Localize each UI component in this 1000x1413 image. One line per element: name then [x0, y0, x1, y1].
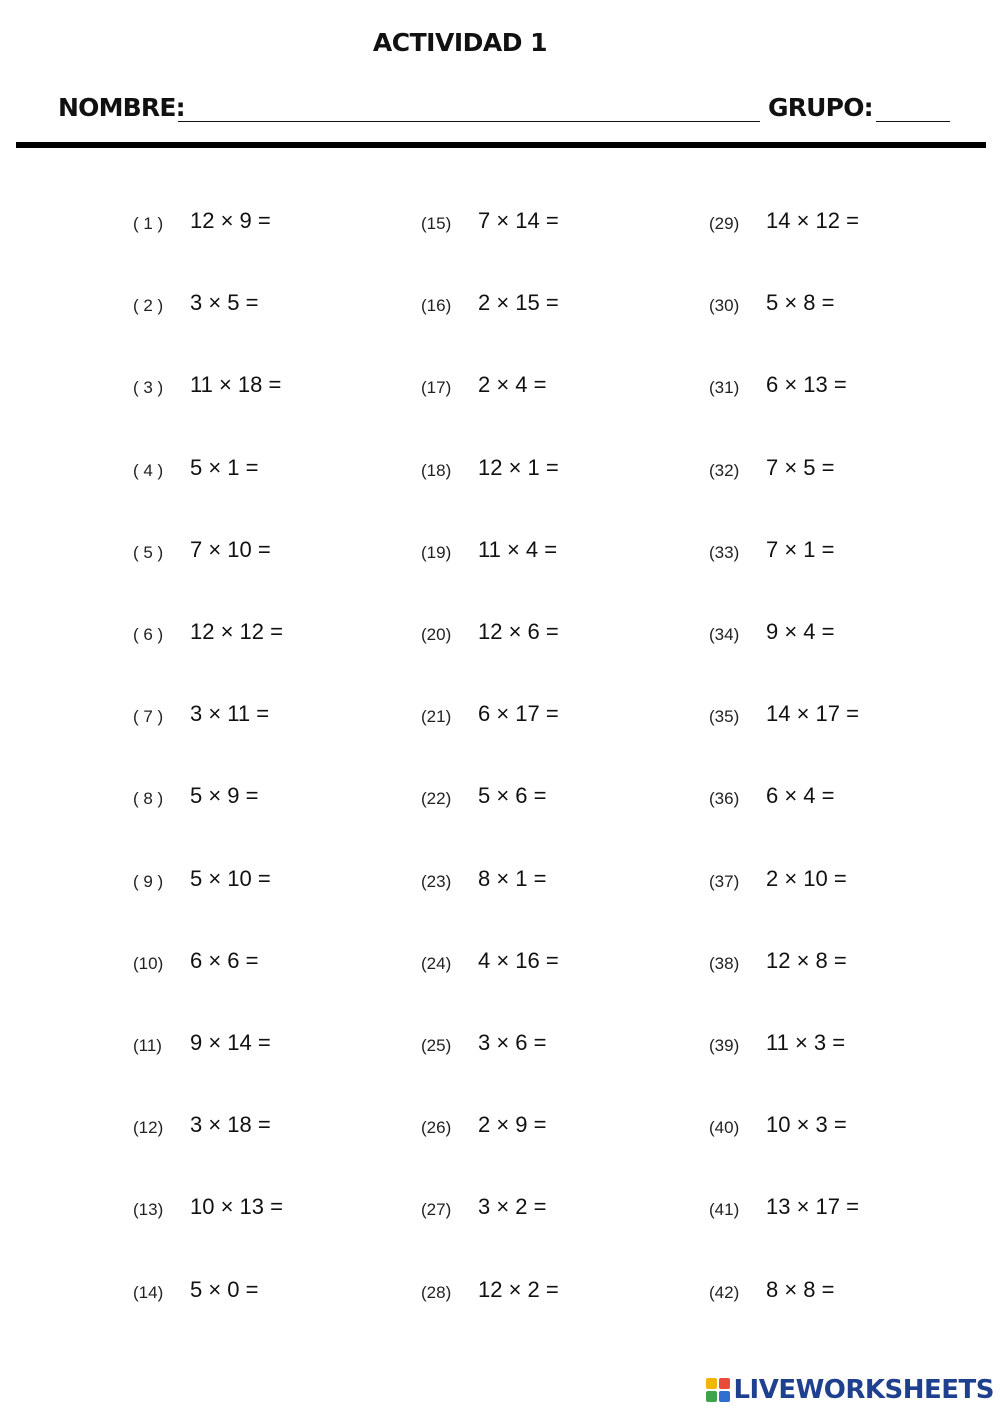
problem-expression: 12 × 12 = [190, 619, 283, 644]
problem-number: (13) [133, 1200, 164, 1220]
problem-number: (26) [421, 1118, 452, 1138]
problem-number: ( 1 ) [133, 214, 164, 233]
problem-expression: 7 × 5 = [766, 454, 835, 480]
group-label: GRUPO: [768, 93, 873, 122]
name-label: NOMBRE: [58, 93, 185, 122]
problem-expression: 14 × 12 = [766, 208, 859, 233]
problem-number: (28) [421, 1282, 452, 1302]
problem-expression: 6 × 13 = [766, 372, 847, 398]
problem-expression: 6 × 4 = [766, 783, 835, 809]
problem-number: ( 2 ) [133, 296, 164, 316]
problem-expression: 11 × 18 = [190, 372, 282, 398]
problem-expression: 9 × 14 = [190, 1030, 271, 1055]
problem-expression: 6 × 6 = [190, 947, 259, 973]
problem-expression: 8 × 8 = [766, 1276, 835, 1302]
problem-expression: 12 × 9 = [190, 208, 271, 233]
problem-number: (22) [421, 789, 452, 809]
problem-expression: 3 × 6 = [478, 1030, 547, 1055]
problem-expression: 14 × 17 = [766, 701, 859, 727]
problem-expression: 8 × 1 = [478, 865, 547, 891]
problem-expression: 3 × 5 = [190, 290, 259, 316]
problem-number: (38) [709, 953, 740, 973]
brand-text: LIVEWORKSHEETS [733, 1375, 994, 1405]
problem-number: (34) [709, 625, 740, 644]
header-divider [16, 142, 986, 148]
problem-number: (36) [709, 789, 740, 809]
problem-expression: 12 × 8 = [766, 947, 847, 973]
problem-expression: 2 × 15 = [478, 290, 559, 316]
problem-expression: 12 × 6 = [478, 619, 559, 644]
problem-expression: 7 × 1 = [766, 536, 835, 562]
problem-number: ( 3 ) [133, 378, 164, 398]
problem-number: (18) [421, 460, 452, 480]
problem-number: ( 9 ) [133, 871, 164, 891]
problem-number: (24) [421, 953, 452, 973]
logo-square [719, 1378, 730, 1389]
problem-number: (33) [709, 542, 740, 562]
problem-expression: 2 × 10 = [766, 865, 847, 891]
problem-number: (10) [133, 953, 164, 973]
problem-expression: 5 × 8 = [766, 290, 835, 316]
problem-number: (15) [421, 214, 452, 233]
problem-expression: 13 × 17 = [766, 1194, 859, 1220]
problem-expression: 3 × 2 = [478, 1194, 547, 1220]
problem-expression: 9 × 4 = [766, 619, 835, 644]
problem-number: ( 4 ) [133, 460, 164, 480]
problem-number: (41) [709, 1200, 740, 1220]
problem-number: (29) [709, 214, 740, 233]
problem-expression: 6 × 17 = [478, 701, 559, 727]
problem-number: (25) [421, 1036, 452, 1055]
problem-number: (32) [709, 460, 740, 480]
problem-number: (17) [421, 378, 452, 398]
problem-expression: 11 × 3 = [766, 1030, 846, 1055]
problem-number: (16) [421, 296, 452, 316]
group-field[interactable] [876, 121, 950, 122]
problem-number: (21) [421, 707, 452, 727]
problem-expression: 4 × 16 = [478, 947, 559, 973]
problem-number: ( 6 ) [133, 625, 164, 644]
problem-number: (39) [709, 1036, 740, 1055]
problem-number: (27) [421, 1200, 452, 1220]
problem-number: (35) [709, 707, 740, 727]
problem-expression: 3 × 18 = [190, 1112, 271, 1138]
problem-expression: 2 × 4 = [478, 372, 547, 398]
problem-number: (40) [709, 1118, 740, 1138]
liveworksheets-brand [706, 1373, 994, 1407]
problem-expression: 3 × 11 = [190, 701, 270, 727]
logo-square [706, 1378, 717, 1389]
problem-expression: 5 × 9 = [190, 783, 259, 809]
problem-number: (31) [709, 378, 740, 398]
problem-expression: 2 × 9 = [478, 1112, 547, 1138]
problem-number: ( 8 ) [133, 789, 164, 809]
problem-number: (37) [709, 871, 740, 891]
name-field[interactable] [178, 121, 760, 122]
header-fields [58, 93, 953, 125]
liveworksheets-logo-icon [706, 1378, 730, 1402]
problem-number: (42) [709, 1282, 740, 1302]
problem-expression: 7 × 14 = [478, 208, 559, 233]
problem-expression: 10 × 3 = [766, 1112, 847, 1138]
problem-number: (14) [133, 1282, 164, 1302]
problem-number: (30) [709, 296, 740, 316]
problem-number: (11) [133, 1036, 162, 1055]
problem-expression: 5 × 10 = [190, 865, 271, 891]
problem-number: (20) [421, 625, 452, 644]
problem-number: (19) [421, 542, 452, 562]
problem-number: ( 5 ) [133, 542, 164, 562]
problem-expression: 5 × 1 = [190, 454, 259, 480]
worksheet-title: ACTIVIDAD 1 [372, 28, 548, 57]
problem-expression: 5 × 0 = [190, 1276, 259, 1302]
logo-square [719, 1391, 730, 1402]
problem-number: ( 7 ) [133, 707, 164, 727]
problem-expression: 7 × 10 = [190, 536, 271, 562]
problem-number: (23) [421, 871, 452, 891]
problem-expression: 11 × 4 = [478, 536, 558, 562]
problem-expression: 5 × 6 = [478, 783, 547, 809]
problem-expression: 12 × 2 = [478, 1276, 559, 1302]
problem-expression: 10 × 13 = [190, 1194, 283, 1220]
logo-square [706, 1391, 717, 1402]
problem-expression: 12 × 1 = [478, 454, 559, 480]
problem-number: (12) [133, 1118, 164, 1138]
